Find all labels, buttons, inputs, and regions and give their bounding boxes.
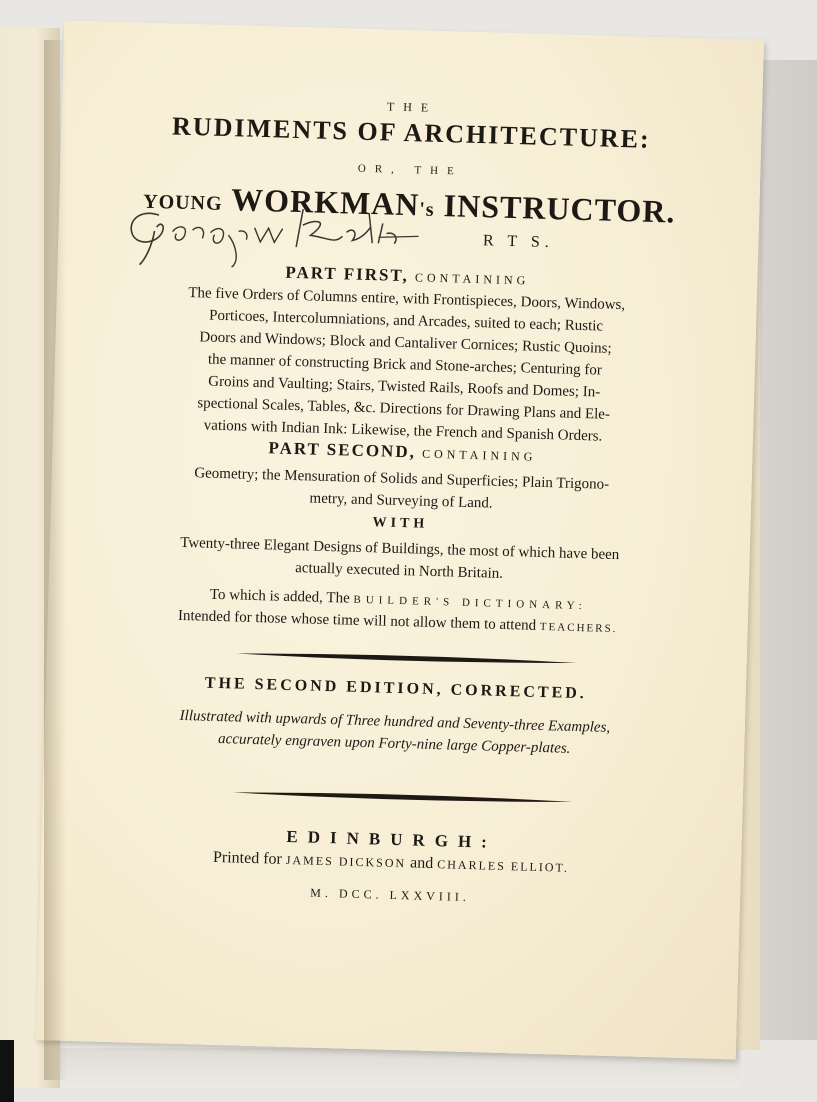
- title-page-text: [36, 20, 764, 1059]
- part-first-containing: CONTAINING: [414, 270, 530, 288]
- part-first-body: The five Orders of Columns entire, with Frontispieces, Doors, Windows, Porticoes, Intercolumniations, and Arcades, suited to each; Rustic Doors and Windows; Block and Cantaliver Cornices; Rustic Quoins; the manner of constructing Brick and Stone-arches; Centuring for Groins and Vaulting; Stairs, Twisted Rails, Roofs and Domes; In- spectional Scales, Tables, &c. Directions for Drawing Plans and Ele- vations with Indian Ink: Likewise, the French and Spanish Orders.: [188, 284, 626, 445]
- title-the: THE: [386, 99, 438, 115]
- with-body: Twenty-three Elegant Designs of Buildings, the most of which have been actually executed in North Britain.: [179, 534, 620, 582]
- imprint-year: M. DCC. LXXVIII.: [310, 885, 471, 905]
- printer-dickson: JAMES DICKSON: [285, 852, 407, 871]
- illustrated-line-1: Illustrated with upwards of Three hundred and Seventy-three Examples,: [179, 707, 611, 736]
- printer-elliot: CHARLES ELLIOT.: [437, 857, 570, 875]
- added-line-1: To which is added, The BUILDER'S DICTIONARY:: [209, 586, 587, 613]
- edition-line: THE SECOND EDITION, CORRECTED.: [204, 674, 588, 703]
- imprint-city: EDINBURGH:: [286, 826, 498, 852]
- title-instructor: INSTRUCTOR.: [443, 187, 676, 230]
- imprint-printers: Printed for JAMES DICKSON and CHARLES ELLIOT.: [212, 848, 570, 875]
- illustrated-line-2: accurately engraven upon Forty-nine large Copper-plates.: [217, 731, 571, 757]
- part-first-heading: PART FIRST, CONTAINING: [285, 262, 530, 288]
- author-fragment: R T S.: [482, 232, 554, 252]
- title-or-the: OR, THE: [357, 162, 463, 178]
- part-second-body: Geometry; the Mensuration of Solids and Superficies; Plain Trigono- metry, and Surveying of Land.: [194, 465, 610, 512]
- title-possessive: 's: [418, 198, 435, 221]
- added-line-2: Intended for those whose time will not allow them to attend TEACHERS.: [177, 607, 618, 636]
- with-heading: WITH: [372, 515, 429, 532]
- title-young: YOUNG: [142, 190, 223, 215]
- ornamental-rule-top: [237, 649, 577, 666]
- title-workman: WORKMAN: [230, 181, 420, 223]
- builders-dictionary: BUILDER'S DICTIONARY:: [353, 593, 587, 613]
- spine-edge: [0, 1040, 14, 1102]
- part-second-heading: PART SECOND, CONTAINING: [268, 438, 537, 464]
- ornamental-rule-bottom: [233, 788, 573, 805]
- part-second-containing: CONTAINING: [421, 446, 537, 464]
- title-rudiments: RUDIMENTS OF ARCHITECTURE:: [171, 111, 652, 154]
- teachers: TEACHERS.: [539, 620, 618, 636]
